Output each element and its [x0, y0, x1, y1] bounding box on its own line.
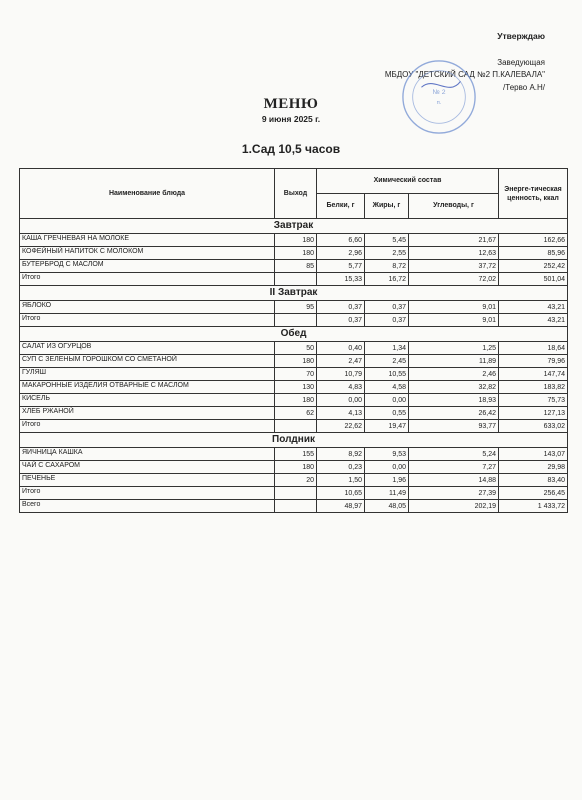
grand-total-fat: 48,05: [365, 500, 409, 513]
dish-name: САЛАТ ИЗ ОГУРЦОВ: [20, 342, 275, 355]
grand-total-label: Всего: [20, 500, 275, 513]
dish-output: 50: [275, 342, 317, 355]
dish-name: ЯИЧНИЦА КАШКА: [20, 448, 275, 461]
total-fat: 11,49: [365, 487, 409, 500]
dish-name: ПЕЧЕНЬЕ: [20, 474, 275, 487]
dish-protein: 4,13: [317, 407, 365, 420]
table-row: [20, 448, 568, 461]
dish-output: 70: [275, 368, 317, 381]
dish-output: 180: [275, 247, 317, 260]
total-row: [20, 314, 568, 327]
dish-name: КИСЕЛЬ: [20, 394, 275, 407]
dish-name: КОФЕЙНЫЙ НАПИТОК С МОЛОКОМ: [20, 247, 275, 260]
dish-carbs: 1,25: [409, 342, 499, 355]
dish-carbs: 9,01: [409, 301, 499, 314]
dish-energy: 29,98: [499, 461, 568, 474]
dish-output: 95: [275, 301, 317, 314]
dish-energy: 127,13: [499, 407, 568, 420]
section-header-row: [20, 286, 568, 301]
dish-name: СУП С ЗЕЛЕНЫМ ГОРОШКОМ СО СМЕТАНОЙ: [20, 355, 275, 368]
section-title: Завтрак: [20, 219, 568, 234]
dish-output: 130: [275, 381, 317, 394]
table-row: [20, 301, 568, 314]
dish-fat: 1,34: [365, 342, 409, 355]
dish-fat: 5,45: [365, 234, 409, 247]
total-energy: 633,02: [499, 420, 568, 433]
dish-energy: 18,64: [499, 342, 568, 355]
approval-position: Заведующая: [497, 57, 545, 67]
dish-fat: 2,55: [365, 247, 409, 260]
col-header-fat: Жиры, г: [365, 194, 409, 219]
total-carbs: 72,02: [409, 273, 499, 286]
svg-text:п.: п.: [436, 99, 442, 106]
total-row: [20, 273, 568, 286]
dish-name: МАКАРОННЫЕ ИЗДЕЛИЯ ОТВАРНЫЕ С МАСЛОМ: [20, 381, 275, 394]
dish-name: ЧАЙ С САХАРОМ: [20, 461, 275, 474]
total-energy: 43,21: [499, 314, 568, 327]
menu-table: [19, 168, 568, 513]
dish-name: КАША ГРЕЧНЕВАЯ НА МОЛОКЕ: [20, 234, 275, 247]
dish-name: ЯБЛОКО: [20, 301, 275, 314]
dish-output: 180: [275, 234, 317, 247]
table-row: [20, 355, 568, 368]
dish-fat: 10,55: [365, 368, 409, 381]
grand-total-carbs: 202,19: [409, 500, 499, 513]
dish-carbs: 12,63: [409, 247, 499, 260]
dish-output: 180: [275, 394, 317, 407]
table-row: [20, 342, 568, 355]
dish-fat: 8,72: [365, 260, 409, 273]
approval-organization: МБДОУ "ДЕТСКИЙ САД №2 П.КАЛЕВАЛА": [384, 70, 545, 79]
total-protein: 10,65: [317, 487, 365, 500]
total-label: Итого: [20, 314, 275, 327]
dish-fat: 1,96: [365, 474, 409, 487]
total-fat: 16,72: [365, 273, 409, 286]
dish-protein: 0,23: [317, 461, 365, 474]
section-header-row: [20, 327, 568, 342]
section-title: Полдник: [20, 433, 568, 448]
col-header-protein: Белки, г: [317, 194, 365, 219]
total-row: [20, 420, 568, 433]
dish-energy: 83,40: [499, 474, 568, 487]
table-row: [20, 234, 568, 247]
col-header-carbs: Углеводы, г: [409, 194, 499, 219]
dish-fat: 4,58: [365, 381, 409, 394]
dish-carbs: 11,89: [409, 355, 499, 368]
total-output: [275, 420, 317, 433]
dish-output: 85: [275, 260, 317, 273]
dish-carbs: 5,24: [409, 448, 499, 461]
dish-protein: 10,79: [317, 368, 365, 381]
total-fat: 0,37: [365, 314, 409, 327]
dish-energy: 43,21: [499, 301, 568, 314]
dish-energy: 252,42: [499, 260, 568, 273]
dish-output: 20: [275, 474, 317, 487]
col-header-chem: Химический состав: [317, 169, 499, 194]
dish-name: ХЛЕБ РЖАНОЙ: [20, 407, 275, 420]
dish-name: ГУЛЯШ: [20, 368, 275, 381]
grand-total-output: [275, 500, 317, 513]
dish-energy: 143,07: [499, 448, 568, 461]
dish-name: БУТЕРБРОД С МАСЛОМ: [20, 260, 275, 273]
dish-energy: 162,66: [499, 234, 568, 247]
dish-output: 155: [275, 448, 317, 461]
dish-protein: 2,47: [317, 355, 365, 368]
grand-total-row: [20, 500, 568, 513]
dish-fat: 2,45: [365, 355, 409, 368]
grand-total-energy: 1 433,72: [499, 500, 568, 513]
table-row: [20, 407, 568, 420]
dish-output: 62: [275, 407, 317, 420]
dish-carbs: 2,46: [409, 368, 499, 381]
menu-table-body: [20, 219, 568, 513]
table-row: [20, 247, 568, 260]
group-title: 1.Сад 10,5 часов: [241, 142, 341, 156]
total-protein: 0,37: [317, 314, 365, 327]
total-label: Итого: [20, 487, 275, 500]
table-row: [20, 260, 568, 273]
dish-carbs: 37,72: [409, 260, 499, 273]
page-title: МЕНЮ: [263, 96, 319, 112]
dish-output: 180: [275, 461, 317, 474]
dish-energy: 147,74: [499, 368, 568, 381]
section-header-row: [20, 219, 568, 234]
dish-protein: 4,83: [317, 381, 365, 394]
total-output: [275, 314, 317, 327]
dish-carbs: 7,27: [409, 461, 499, 474]
total-output: [275, 273, 317, 286]
total-carbs: 9,01: [409, 314, 499, 327]
dish-protein: 2,96: [317, 247, 365, 260]
menu-date: 9 июня 2025 г.: [261, 114, 321, 124]
table-row: [20, 381, 568, 394]
col-header-name: Наименование блюда: [20, 169, 275, 219]
dish-energy: 183,82: [499, 381, 568, 394]
table-row: [20, 461, 568, 474]
section-title: II Завтрак: [20, 286, 568, 301]
total-energy: 501,04: [499, 273, 568, 286]
svg-text:№ 2: № 2: [432, 89, 446, 97]
dish-fat: 0,00: [365, 394, 409, 407]
dish-protein: 8,92: [317, 448, 365, 461]
section-header-row: [20, 433, 568, 448]
dish-carbs: 32,82: [409, 381, 499, 394]
dish-protein: 0,40: [317, 342, 365, 355]
total-energy: 256,45: [499, 487, 568, 500]
total-label: Итого: [20, 273, 275, 286]
total-protein: 22,62: [317, 420, 365, 433]
table-row: [20, 394, 568, 407]
dish-output: 180: [275, 355, 317, 368]
dish-protein: 0,00: [317, 394, 365, 407]
dish-carbs: 26,42: [409, 407, 499, 420]
total-label: Итого: [20, 420, 275, 433]
total-carbs: 27,39: [409, 487, 499, 500]
dish-fat: 0,37: [365, 301, 409, 314]
dish-energy: 75,73: [499, 394, 568, 407]
col-header-output: Выход: [275, 169, 317, 219]
dish-fat: 0,55: [365, 407, 409, 420]
col-header-energy: Энерге-тическая ценность, ккал: [499, 169, 568, 219]
dish-fat: 0,00: [365, 461, 409, 474]
approval-signatory: /Терво А.Н/: [503, 82, 545, 92]
section-title: Обед: [20, 327, 568, 342]
approval-heading: Утверждаю: [497, 31, 545, 41]
dish-protein: 5,77: [317, 260, 365, 273]
total-fat: 19,47: [365, 420, 409, 433]
dish-carbs: 14,88: [409, 474, 499, 487]
grand-total-protein: 48,97: [317, 500, 365, 513]
dish-protein: 0,37: [317, 301, 365, 314]
dish-carbs: 21,67: [409, 234, 499, 247]
total-protein: 15,33: [317, 273, 365, 286]
dish-energy: 79,96: [499, 355, 568, 368]
table-row: [20, 474, 568, 487]
total-output: [275, 487, 317, 500]
dish-protein: 6,60: [317, 234, 365, 247]
dish-fat: 9,53: [365, 448, 409, 461]
dish-protein: 1,50: [317, 474, 365, 487]
table-row: [20, 368, 568, 381]
dish-carbs: 18,93: [409, 394, 499, 407]
total-carbs: 93,77: [409, 420, 499, 433]
total-row: [20, 487, 568, 500]
dish-energy: 85,96: [499, 247, 568, 260]
